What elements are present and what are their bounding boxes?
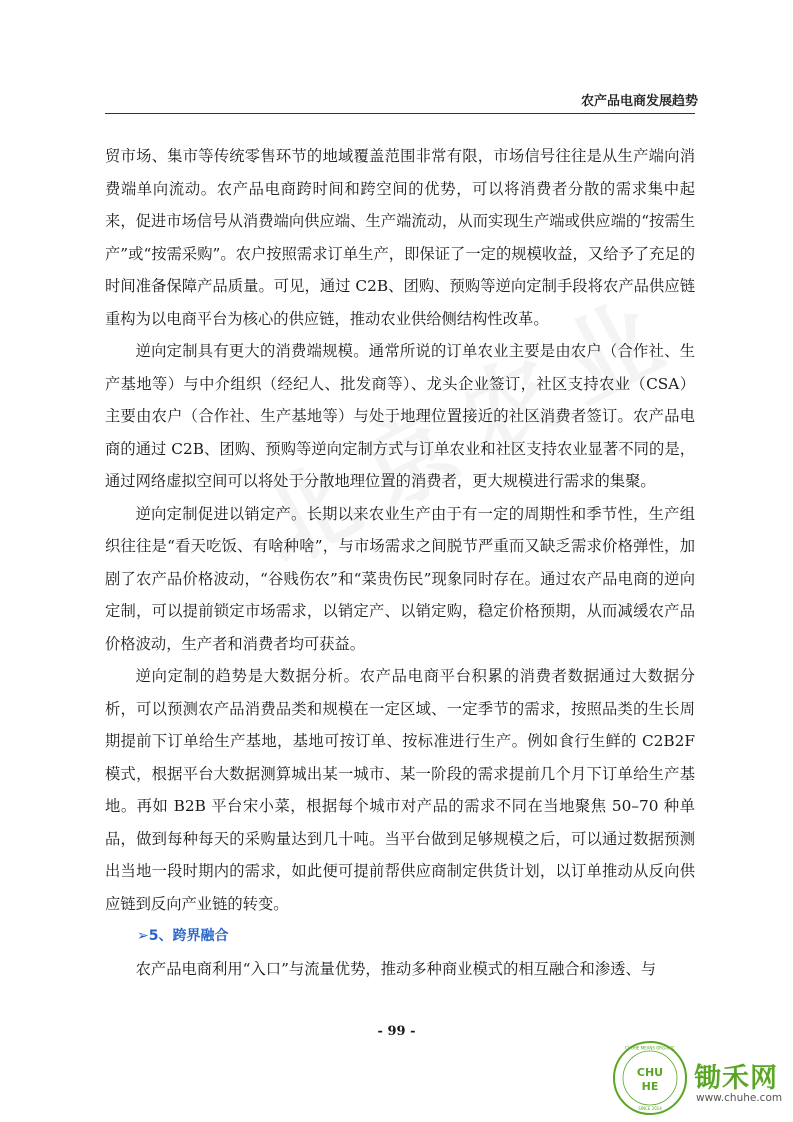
section-heading: ➢5、跨界融合 xyxy=(137,928,229,944)
paragraph-continued: 贸市场、集市等传统零售环节的地域覆盖范围非常有限，市场信号往往是从生产端向消费端单向流动。农产品电商跨时间和跨空间的优势，可以将消费者分散的需求集中起来，促进市场信号从消费端向供应端、生产端流动，从而实现生产端或供应端的“按需生产”或“按需采购”。农户按照需求订单生产，即保证了一定的规模收益，又给予了充足的时间准备保障产品质量。可见，通过 C2B、团购、预购等逆向定制手段将农产品供应链重构为以电商平台为核心的供应链，推动农业供给侧结构性改革。 xyxy=(105,147,695,328)
paragraph-consumer-scale: 逆向定制具有更大的消费端规模。通常所说的订单农业主要是由农户（合作社、生产基地等）与中介组织（经纪人、批发商等）、龙头企业签订，社区支持农业（CSA）主要由农户（合作社、生产基地等）与处于地理位置接近的社区消费者签订。农产品电商的通过 C2B、团购、预购等逆向定制方式与订单农业和社区支持农业显著不同的是，通过网络虚拟空间可以将处于分散地理位置的消费者，更大规模进行需求的集聚。 xyxy=(105,342,695,490)
svg-text:HE: HE xyxy=(641,1080,659,1093)
logo-url: www.chuhe.com xyxy=(696,1092,783,1104)
svg-text:CHUHE MEANS ORGANIC: CHUHE MEANS ORGANIC xyxy=(625,1045,675,1051)
header-rule xyxy=(105,113,695,114)
page-body xyxy=(105,140,695,985)
svg-text:CHU: CHU xyxy=(636,1066,664,1079)
svg-text:SINCE 2014: SINCE 2014 xyxy=(638,1106,662,1111)
logo-brand-name: 锄禾网 xyxy=(694,1063,778,1094)
page-number: - 99 - xyxy=(377,1024,416,1039)
paragraph-sales-driven-production: 逆向定制促进以销定产。长期以来农业生产由于有一定的周期性和季节性，生产组织往往是“看天吃饭、有啥种啥”，与市场需求之间脱节严重而又缺乏需求价格弹性，加剧了农产品价格波动，“谷贱伤农”和“菜贵伤民”现象同时存在。通过农产品电商的逆向定制，可以提前锁定市场需求，以销定产、以销定购，稳定价格预期，从而减缓农产品价格波动，生产者和消费者均可获益。 xyxy=(105,504,695,653)
running-header-title: 农产品电商发展趋势 xyxy=(580,94,698,109)
chuhe-seal-logo-icon xyxy=(612,1040,688,1116)
paragraph-big-data: 逆向定制的趋势是大数据分析。农产品电商平台积累的消费者数据通过大数据分析，可以预测农产品消费品类和规模在一定区域、一定季节的需求，按照品类的生长周期提前下订单给生产基地，基地可按订单、按标准进行生产。例如食行生鲜的 C2B2F模式，根据平台大数据测算城出某一城市、某一阶段的需求提前几个月下订单给生产基地。再如 B2B 平台宋小菜，根据每个城市对产品的需求不同在当地聚焦 50–70 种单品，做到每种每天的采购量达到几十吨。当平台做到足够规模之后，可以通过数据预测出当地一段时期内的需求，如此便可提前帮供应商制定供货计划，以订单推动从反向供应链到反向产业链的转变。 xyxy=(105,667,695,913)
paragraph-cross-border: 农产品电商利用“入口”与流量优势，推动多种商业模式的相互融合和渗透、与 xyxy=(135,959,657,978)
